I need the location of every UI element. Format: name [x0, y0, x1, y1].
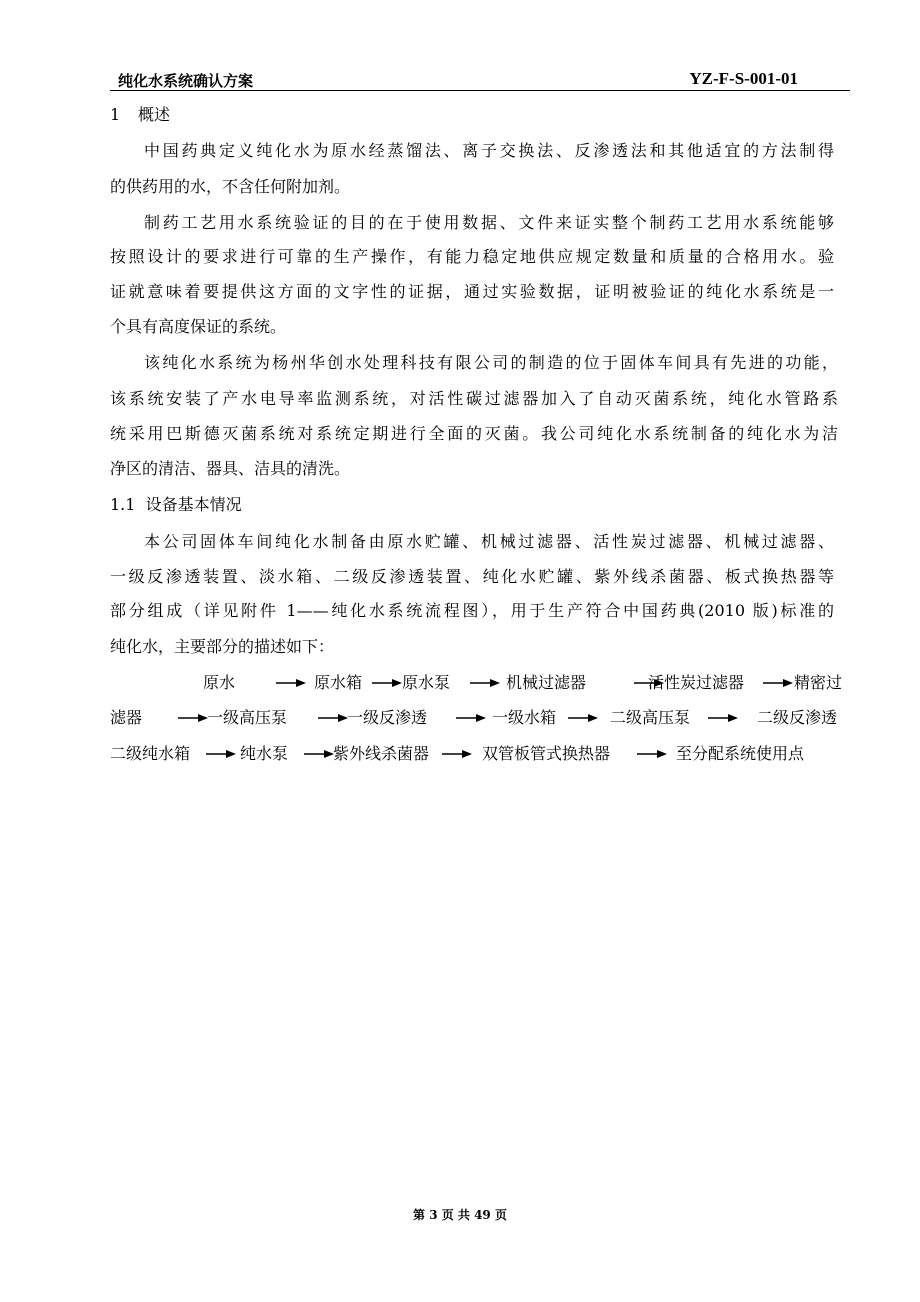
arrow-right-icon — [637, 749, 667, 759]
section-heading — [110, 104, 850, 126]
paragraph-line: 证就意味着要提供这方面的文字性的证据，通过实验数据，证明被验证的纯化水系统是一 — [110, 282, 834, 301]
arrow-right-icon — [178, 713, 208, 723]
paragraph-line: 该系统安装了产水电导率监测系统，对活性碳过滤器加入了自动灭菌系统，纯化水管路系 — [110, 389, 838, 408]
subsection-heading — [110, 494, 850, 516]
paragraph-line: 个具有高度保证的系统。 — [110, 317, 287, 336]
paragraph-line: 部分组成（详见附件 1——纯化水系统流程图），用于生产符合中国药典(2010 版)标准的 — [110, 601, 834, 620]
arrow-right-icon — [456, 713, 486, 723]
arrow-right-icon — [318, 713, 348, 723]
arrow-right-icon — [763, 678, 793, 688]
arrow-right-icon — [304, 749, 334, 759]
subsection-number: 1.1 — [110, 495, 136, 514]
section-number: 1 — [110, 105, 121, 124]
flow-step: 二级高压泵 — [610, 708, 691, 727]
arrow-right-icon — [568, 713, 598, 723]
flow-step: 紫外线杀菌器 — [333, 744, 430, 763]
page-footer: 第 3 页 共 49 页 — [413, 1208, 507, 1222]
flow-step: 滤器 — [110, 708, 143, 727]
page-header — [110, 68, 850, 91]
flow-step: 机械过滤器 — [506, 673, 587, 692]
section-title: 概述 — [138, 105, 171, 124]
flow-step: 二级反渗透 — [757, 708, 838, 727]
flow-step: 一级高压泵 — [207, 708, 288, 727]
flow-step: 至分配系统使用点 — [676, 744, 805, 763]
arrow-right-icon — [708, 713, 738, 723]
paragraph-line: 统采用巴斯德灭菌系统对系统定期进行全面的灭菌。我公司纯化水系统制备的纯化水为洁 — [110, 424, 838, 443]
flow-step: 原水泵 — [402, 673, 451, 692]
paragraph-line: 该纯化水系统为杨州华创水处理科技有限公司的制造的位于固体车间具有先进的功能， — [144, 353, 838, 372]
flow-step: 一级反渗透 — [347, 708, 428, 727]
paragraph-line: 中国药典定义纯化水为原水经蒸馏法、离子交换法、反渗透法和其他适宜的方法制得 — [144, 141, 834, 160]
flow-step: 双管板管式换热器 — [482, 744, 611, 763]
subsection-title: 设备基本情况 — [145, 495, 242, 514]
paragraph-line: 按照设计的要求进行可靠的生产操作，有能力稳定地供应规定数量和质量的合格用水。验 — [110, 247, 834, 266]
document-code: YZ-F-S-001-01 — [689, 69, 798, 88]
paragraph-line: 纯化水，主要部分的描述如下： — [110, 637, 335, 656]
paragraph-line: 的供药用的水，不含任何附加剂。 — [110, 177, 351, 196]
paragraph-line: 本公司固体车间纯化水制备由原水贮罐、机械过滤器、活性炭过滤器、机械过滤器、 — [144, 532, 834, 551]
flow-step: 精密过 — [794, 673, 843, 692]
flow-step: 原水箱 — [314, 673, 363, 692]
flow-step: 原水 — [203, 673, 236, 692]
paragraph-line: 净区的清洁、器具、洁具的清洗。 — [110, 459, 351, 478]
arrow-right-icon — [442, 749, 472, 759]
arrow-right-icon — [276, 678, 306, 688]
arrow-right-icon — [470, 678, 500, 688]
arrow-right-icon — [206, 749, 236, 759]
flow-step: 活性炭过滤器 — [648, 673, 745, 692]
document-title: 纯化水系统确认方案 — [118, 72, 254, 90]
flow-step: 纯水泵 — [240, 744, 289, 763]
paragraph-line: 制药工艺用水系统验证的目的在于使用数据、文件来证实整个制药工艺用水系统能够 — [144, 213, 834, 232]
arrow-right-icon — [372, 678, 402, 688]
paragraph-line: 一级反渗透装置、淡水箱、二级反渗透装置、纯化水贮罐、紫外线杀菌器、板式换热器等 — [110, 567, 834, 586]
flow-step: 一级水箱 — [492, 708, 557, 727]
flow-step: 二级纯水箱 — [110, 744, 191, 763]
